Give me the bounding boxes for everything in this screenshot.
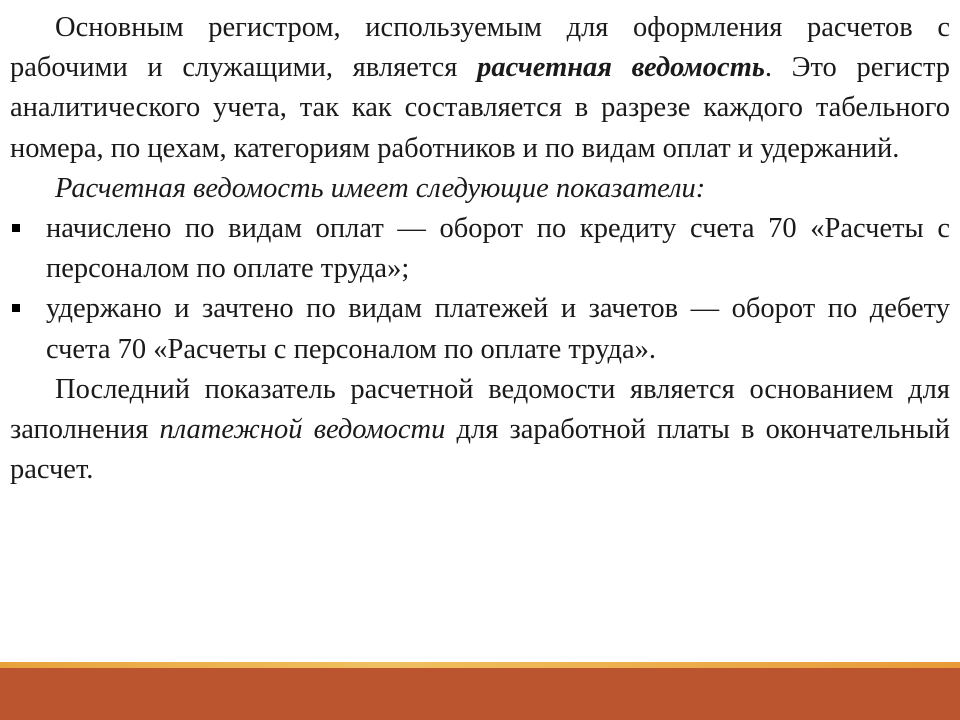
- intro-text-continued: . Это регистр аналитического учета, так как составляется в разрезе каждого табельного номера, по цехам, категориям работников и по видам оплат и удержаний.: [10, 52, 950, 164]
- list-item-text: начислено по видам оплат — оборот по кредиту счета 70 «Расчеты с персоналом по оплате труда»;: [46, 213, 950, 285]
- intro-text: Основным регистром, используемым для оформления расчетов с рабочими и служащими, является: [10, 12, 950, 84]
- footer-band: [0, 668, 960, 720]
- square-bullet-icon: [12, 304, 20, 312]
- indicators-list: [10, 209, 950, 370]
- closing-text: Последний показатель расчетной ведомости является основанием для заполнения: [10, 373, 950, 446]
- list-item: [10, 209, 950, 289]
- list-item-text: удержано и зачтено по видам платежей и зачетов — оборот по дебету счета 70 «Расчеты с персоналом по оплате труда».: [46, 293, 950, 365]
- square-bullet-icon: [12, 224, 20, 232]
- term-payment-sheet: платежной ведомости: [159, 414, 446, 446]
- intro-paragraph: [10, 8, 950, 169]
- closing-paragraph: [10, 370, 950, 491]
- term-payroll-sheet: расчетная ведомость: [477, 52, 765, 84]
- indicators-heading: Расчетная ведомость имеет следующие показатели:: [55, 172, 706, 204]
- slide-body: [10, 8, 950, 490]
- list-item: [10, 289, 950, 369]
- closing-text-continued: для заработной платы в окончательный расчет.: [10, 414, 950, 486]
